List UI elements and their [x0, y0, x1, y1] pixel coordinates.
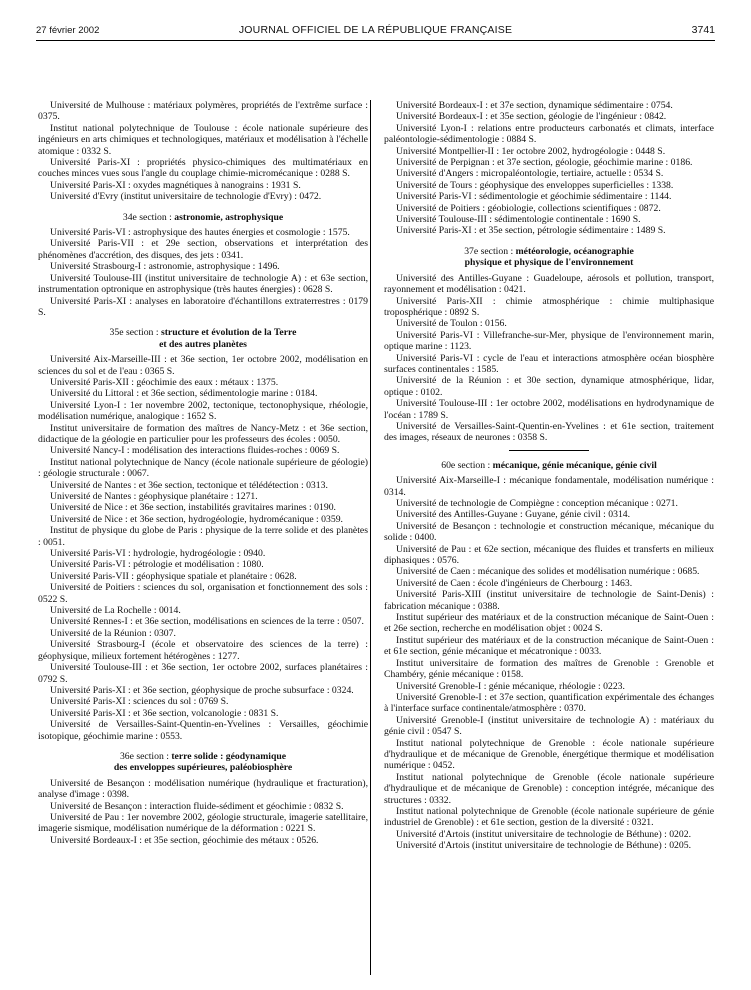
section-35-title: structure et évolution de la Terre	[160, 327, 297, 339]
entry-paragraph: Université de la Réunion : et 30e section, dynamique atmosphérique, lidar, optique : 0102.	[384, 375, 714, 398]
entry-paragraph: Université de Besançon : technologie et construction mécanique, mécanique du solide : 0400.	[384, 520, 714, 544]
entry-paragraph: Université Bordeaux-I : et 35e section, géologie de l'ingénieur : 0842.	[396, 111, 667, 123]
entry-paragraph: Université Paris-VI : hydrologie, hydrogéologie : 0940.	[50, 548, 266, 560]
section-34-title: astronomie, astrophysique	[174, 211, 284, 223]
entry-paragraph: Université Rennes-I : et 36e section, modélisations en sciences de la terre : 0507.	[50, 616, 364, 628]
left-intro	[38, 100, 368, 203]
entry-paragraph: Université du Littoral : et 36e section, sédimentologie marine : 0184.	[50, 388, 318, 400]
entry-paragraph: Institut supérieur des matériaux et de la construction mécanique de Saint-Ouen : et 61e section, génie mécanique et mécatronique : 0033.	[384, 634, 714, 658]
section-35-entries	[38, 354, 368, 742]
entry-paragraph: Université Lyon-I : 1er novembre 2002, tectonique, tectonophysique, rhéologie, modélisation numérique, analogique : 1652 S.	[38, 399, 368, 423]
entry-paragraph: Université Paris-VI : sédimentologie et géochimie sédimentaire : 1144.	[396, 191, 672, 203]
entry-paragraph: Université Grenoble-I : génie mécanique, rhéologie : 0223.	[396, 680, 625, 692]
column-divider	[370, 100, 371, 975]
entry-paragraph: Université de Pau : 1er novembre 2002, géologie structurale, imagerie satellitaire, imagerie sismique, modélisation numérique de la déformation : 0221 S.	[38, 811, 368, 835]
entry-paragraph: Université de Versailles-Saint-Quentin-en-Yvelines : et 61e section, traitement des images, réseaux de neurones : 0358 S.	[384, 420, 714, 444]
entry-paragraph: Université Bordeaux-I : et 35e section, géochimie des métaux : 0526.	[50, 834, 319, 846]
entry-paragraph: Université Grenoble-I : et 37e section, quantification expérimentale des échanges à l'interface surface continentale/atmosphère : 0370.	[384, 691, 714, 715]
entry-paragraph: Institut de physique du globe de Paris : physique de la terre solide et des planètes : 0051.	[38, 525, 368, 548]
section-36-title: terre solide : géodynamique	[171, 750, 287, 762]
entry-paragraph: Université de Nice : et 36e section, hydrogéologie, hydromécanique : 0359.	[50, 513, 343, 525]
section-35-subtitle: et des autres planètes	[159, 338, 247, 350]
header-rule	[36, 40, 715, 41]
entry-paragraph: Université de Nice : et 36e section, instabilités gravitaires marines : 0190.	[50, 502, 336, 514]
right-intro	[384, 100, 714, 237]
entry-paragraph: Université Paris-XI : analyses en laboratoire d'échantillons extraterrestres : 0179 S.	[38, 295, 368, 318]
entry-paragraph: Université Paris-XI : et 36e section, volcanologie : 0831 S.	[50, 707, 279, 719]
entry-paragraph: Université Toulouse-III : et 36e section, 1er octobre 2002, surfaces planétaires : 0792 S.	[38, 662, 368, 685]
entry-paragraph: Institut supérieur des matériaux et de la construction mécanique de Saint-Ouen : et 26e section, recherche en modélisation objet : 0024 S.	[384, 612, 714, 635]
entry-paragraph: Université d'Angers : micropaléontologie, tertiaire, actuelle : 0534 S.	[396, 168, 664, 180]
page-header	[36, 23, 715, 39]
section-37-heading	[384, 246, 714, 269]
section-36-prefix: 36e section :	[119, 750, 172, 762]
header-title: JOURNAL OFFICIEL DE LA RÉPUBLIQUE FRANÇAISE	[238, 24, 513, 36]
entry-paragraph: Université d'Artois (institut universitaire de technologie de Béthune) : 0202.	[396, 828, 691, 840]
entry-paragraph: Université Paris-VI : cycle de l'eau et interactions atmosphère océan biosphère surfaces continentales : 1585.	[384, 352, 714, 375]
entry-paragraph: Institut national polytechnique de Grenoble (école nationale supérieure de génie industriel de Grenoble) : et 61e section, gestion de la diversité : 0321.	[384, 805, 714, 829]
entry-paragraph: Université de Poitiers : géobiologie, collections scientifiques : 0872.	[396, 202, 661, 214]
entry-paragraph: Université Lyon-I : relations entre producteurs carbonatés et climats, interface paléontologie-sédimentologie : 0884 S.	[384, 122, 714, 146]
entry-paragraph: Université Paris-XI : oxydes magnétiques à nanograins : 1931 S.	[50, 179, 301, 191]
entry-paragraph: Université de Mulhouse : matériaux polymères, propriétés de l'extrême surface : 0375.	[38, 100, 368, 123]
entry-paragraph: Université Bordeaux-I : et 37e section, dynamique sédimentaire : 0754.	[396, 100, 673, 111]
header-page-number: 3741	[691, 24, 715, 36]
section-37-entries	[384, 273, 714, 444]
entry-paragraph: Université Strasbourg-I : astronomie, astrophysique : 1496.	[50, 261, 280, 273]
entry-paragraph: Université Toulouse-III : sédimentologie continentale : 1690 S.	[396, 214, 641, 226]
entry-paragraph: Institut universitaire de formation des maîtres de Grenoble : Grenoble et Chambéry, génie mécanique : 0158.	[384, 657, 714, 681]
entry-paragraph: Université de Nantes : et 36e section, tectonique et télédétection : 0313.	[50, 479, 328, 491]
entry-paragraph: Université de Poitiers : sciences du sol, organisation et fonctionnement des sols : 0522 S.	[38, 582, 368, 605]
entry-paragraph: Institut national polytechnique de Grenoble : école nationale supérieure d'hydraulique et de mécanique de Grenoble, énergétique thermique et modélisation numérique : 0452.	[384, 737, 714, 772]
section-60-prefix: 60e section :	[441, 459, 493, 471]
section-separator	[509, 450, 589, 451]
entry-paragraph: Université de technologie de Compiègne : conception mécanique : 0271.	[396, 498, 678, 509]
left-column	[38, 100, 368, 980]
entry-paragraph: Université de la Réunion : 0307.	[50, 627, 176, 639]
entry-paragraph: Université de Caen : mécanique des solides et modélisation numérique : 0685.	[396, 566, 700, 578]
entry-paragraph: Université d'Evry (institut universitaire de technologie d'Evry) : 0472.	[50, 191, 322, 203]
entry-paragraph: Université Nancy-I : modélisation des interactions fluides-roches : 0069 S.	[50, 445, 340, 457]
entry-paragraph: Université de Besançon : modélisation numérique (hydraulique et fracturation), analyse d'image : 0398.	[38, 777, 368, 801]
section-37-prefix: 37e section :	[464, 245, 516, 257]
entry-paragraph: Université de Perpignan : et 37e section, géologie, géochimie marine : 0186.	[396, 157, 693, 169]
entry-paragraph: Université de Caen : école d'ingénieurs de Cherbourg : 1463.	[396, 577, 633, 589]
section-36-entries	[38, 778, 368, 846]
entry-paragraph: Université Toulouse-III : 1er octobre 2002, modélisations en hydrodynamique de l'océan : 1789 S.	[384, 398, 714, 421]
entry-paragraph: Université Paris-VII : et 29e section, observations et interprétation des phénomènes d'accrétion, des disques, des jets : 0341.	[38, 238, 368, 261]
entry-paragraph: Université de Toulon : 0156.	[396, 318, 507, 330]
section-35-heading	[38, 327, 368, 350]
entry-paragraph: Institut national polytechnique de Nancy (école nationale supérieure de géologie) : géologie structurale : 0067.	[38, 456, 368, 480]
entry-paragraph: Université Grenoble-I (institut universitaire de technologie A) : matériaux du génie civil : 0547 S.	[384, 714, 714, 738]
entry-paragraph: Université Aix-Marseille-III : et 36e section, 1er octobre 2002, modélisation en sciences du sol et de l'eau : 0365 S.	[38, 354, 368, 377]
entry-paragraph: Université de Tours : géophysique des enveloppes superficielles : 1338.	[396, 179, 674, 191]
entry-paragraph: Université des Antilles-Guyane : Guadeloupe, aérosols et pollution, transport, rayonnement et modélisation : 0421.	[384, 272, 714, 296]
section-60-entries	[384, 475, 714, 851]
entry-paragraph: Université Paris-XI : et 36e section, géophysique de proche subsurface : 0324.	[50, 684, 354, 696]
section-37-title: météorologie, océanographie	[515, 245, 634, 257]
entry-paragraph: Université des Antilles-Guyane : Guyane, génie civil : 0314.	[396, 509, 631, 521]
entry-paragraph: Université Paris-VI : Villefranche-sur-Mer, physique de l'environnement marin, optique marine : 1123.	[384, 329, 714, 353]
entry-paragraph: Université Paris-XII : géochimie des eaux : métaux : 1375.	[50, 376, 279, 388]
section-60-heading	[384, 460, 714, 471]
entry-paragraph: Université de Besançon : interaction fluide-sédiment et géochimie : 0832 S.	[50, 800, 344, 812]
header-date: 27 février 2002	[36, 25, 100, 36]
entry-paragraph: Université Paris-XI : propriétés physico-chimiques des multimatériaux en couches minces vues sous l'angle du couplage chimie-micromécanique : 0288 S.	[38, 157, 368, 180]
entry-paragraph: Université Montpellier-II : 1er octobre 2002, hydrogéologie : 0448 S.	[396, 145, 666, 157]
entry-paragraph: Université Toulouse-III (institut universitaire de technologie A) : et 63e section, instrumentation optronique en astrophysique (très hautes énergies) : 0628 S.	[38, 272, 368, 296]
section-37-subtitle: physique et physique de l'environnement	[464, 257, 634, 269]
right-column	[384, 100, 714, 980]
entry-paragraph: Université de La Rochelle : 0014.	[50, 605, 181, 617]
entry-paragraph: Université Paris-VI : pétrologie et modélisation : 1080.	[50, 559, 264, 571]
section-34-prefix: 34e section :	[122, 211, 175, 223]
section-60-title: mécanique, génie mécanique, génie civil	[492, 459, 657, 471]
section-34-heading	[38, 212, 368, 223]
entry-paragraph: Institut universitaire de formation des maîtres de Nancy-Metz : et 36e section, didactique de la géologie en particulier pour les professeurs des écoles : 0050.	[38, 422, 368, 445]
entry-paragraph: Université Aix-Marseille-I : mécanique fondamentale, modélisation numérique : 0314.	[384, 475, 714, 498]
entry-paragraph: Université Paris-VI : astrophysique des hautes énergies et cosmologie : 1575.	[50, 227, 350, 239]
entry-paragraph: Institut national polytechnique de Grenoble (école nationale supérieure d'hydraulique et de mécanique de Grenoble) : conception intégrée, mécanique des structures : 0332.	[384, 771, 714, 806]
entry-paragraph: Université de Nantes : géophysique planétaire : 1271.	[50, 491, 258, 502]
entry-paragraph: Université Paris-XI : sciences du sol : 0769 S.	[50, 696, 229, 708]
entry-paragraph: Université de Versailles-Saint-Quentin-en-Yvelines : Versailles, géochimie isotopique, géochimie marine : 0553.	[38, 719, 368, 742]
entry-paragraph: Université Paris-XIII (institut universitaire de technologie de Saint-Denis) : fabrication mécanique : 0388.	[384, 589, 714, 612]
entry-paragraph: Université de Pau : et 62e section, mécanique des fluides et transferts en milieux diphasiques : 0576.	[384, 543, 714, 567]
section-34-entries	[38, 227, 368, 318]
entry-paragraph: Université Strasbourg-I (école et observatoire des sciences de la terre) : géophysique, milieux fortement hétérogènes : 1277.	[38, 639, 368, 662]
entry-paragraph: Université Paris-XI : et 35e section, pétrologie sédimentaire : 1489 S.	[396, 225, 666, 237]
entry-paragraph: Institut national polytechnique de Toulouse : école nationale supérieure des ingénieurs en arts chimiques et technologiques, matériaux et modélisation à l'échelle atomique : 0332 S.	[38, 122, 368, 157]
section-35-prefix: 35e section :	[109, 327, 161, 339]
section-36-heading	[38, 751, 368, 774]
entry-paragraph: Université Paris-VII : géophysique spatiale et planétaire : 0628.	[50, 570, 297, 582]
entry-paragraph: Université Paris-XII : chimie atmosphérique : chimie multiphasique troposphérique : 0892 S.	[384, 295, 714, 318]
section-36-subtitle: des enveloppes supérieures, paléobiosphère	[113, 762, 293, 774]
entry-paragraph: Université d'Artois (institut universitaire de technologie de Béthune) : 0205.	[396, 840, 691, 852]
